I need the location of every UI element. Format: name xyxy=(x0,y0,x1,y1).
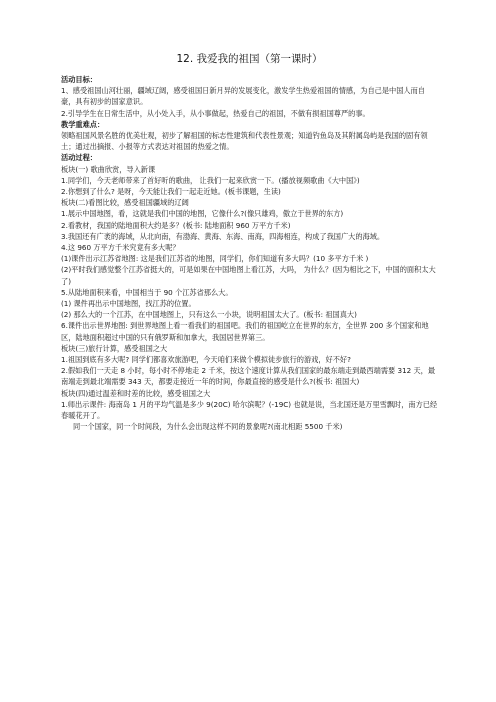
paragraph: 2.假如我们一天走 8 小时，每小时不停地走 2 千米，按这个速度计算从我们国家的最东端走到最西端需要 312 天，最南端走到最北端需要 343 天，都要走接近一年的时间，你最直接的感受是什么?(板书: 祖国大) xyxy=(61,366,436,387)
document-title: 12. 我爱我的祖国（第一课时） xyxy=(176,53,323,65)
paragraph: 同一个国家，同一个时间段，为什么会出现这样不同的景象呢?(南北相距 5500 千米) xyxy=(73,422,343,432)
paragraph: 板块(二)看图比较，感受祖国疆域的辽阔 xyxy=(61,198,189,208)
paragraph: (2)平时我们感觉整个江苏省挺大的，可是如果在中国地图上看江苏，大吗， 为什么？(因为相比之下，中国的面积太大了) xyxy=(61,265,436,286)
paragraph: 1.师出示课件: 海南岛 1 月的平均气温是多少 9(20C) 哈尔滨呢？(-19C) 也就是说，当北国还是万里雪飘时，南方已经春暖花开了。 xyxy=(61,399,438,421)
section-heading: 活动过程： xyxy=(61,153,97,163)
paragraph: 5.从陆地面积来看，中国相当于 90 个江苏省那么大。 xyxy=(61,287,233,297)
paragraph: 6.课件出示世界地图: 到世界地图上看一看我们的祖国吧。我们的祖国屹立在世界的东方，全世界 200 多个国家和地区，陆地面积超过中国的只有俄罗斯和加拿大，我国居世界第三。 xyxy=(61,321,429,342)
paragraph: 2.看教材，我国的陆地面积大约是多？(板书: 陆地面积 960 万平方千米) xyxy=(61,220,291,230)
paragraph: 1、感受祖国山河壮丽，疆域辽阔，感受祖国日新月异的发展变化，激发学生热爱祖国的情感，为自己是中国人而自豪，具有初步的国家意识。 xyxy=(61,86,425,107)
paragraph: 2.你想到了什么? 是呀，今天能让我们一起走近她。(板书课题，生读) xyxy=(61,187,281,197)
paragraph: 1.展示中国地图，看，这就是我们中国的地图，它像什么?(像只雄鸡，傲立于世界的东方) xyxy=(61,209,344,219)
paragraph: 1.同学们，今天老师带来了首好听的歌曲， 让我们一起来欣赏一下。(播放视频歌曲《大中国》) xyxy=(61,175,360,185)
paragraph: 板块(三)旅行计算，感受祖国之大 xyxy=(61,343,168,353)
paragraph: (2) 那么大的一个江苏，在中国地图上，只有这么一小块，说明祖国太大了。(板书: 祖国真大) xyxy=(61,310,357,320)
document-body xyxy=(61,74,438,433)
paragraph: 3.我国还有广袤的海域，从北向南，有渤海、黄海、东海、南海，四海相连，构成了我国广大的海域。 xyxy=(61,231,385,241)
paragraph: 2.引导学生在日常生活中，从小处入手，从小事做起，热爱自己的祖国，不做有损祖国尊严的事。 xyxy=(61,108,370,118)
paragraph: 4.这 960 万平方千米究竟有多大呢？ xyxy=(61,243,180,253)
paragraph: 板块(四)通过温差和时差的比较，感受祖国之大 xyxy=(61,388,211,398)
paragraph: (1)课件出示江苏省地图: 这是我们江苏省的地图，同学们，你们知道有多大吗？(10 多平方千米 ) xyxy=(61,254,369,264)
paragraph: 1.祖国到底有多大呢? 同学们都喜欢旅游吧，今天咱们来做个模拟徒步旅行的游戏，好不好? xyxy=(61,355,351,365)
paragraph: 板块(一) 歌曲欣赏，导入新课 xyxy=(61,164,156,174)
section-heading: 活动目标： xyxy=(61,75,97,84)
section-heading: 教学重难点： xyxy=(61,119,105,129)
paragraph: (1) 课件再出示中国地图，找江苏的位置。 xyxy=(61,299,196,309)
paragraph: 领略祖国风景名胜的优美壮观，初步了解祖国的标志性建筑和代表性景观；知道钓鱼岛及其附属岛屿是我国的固有领土；通过出摘报、小报等方式表达对祖国的热爱之情。 xyxy=(61,131,428,152)
